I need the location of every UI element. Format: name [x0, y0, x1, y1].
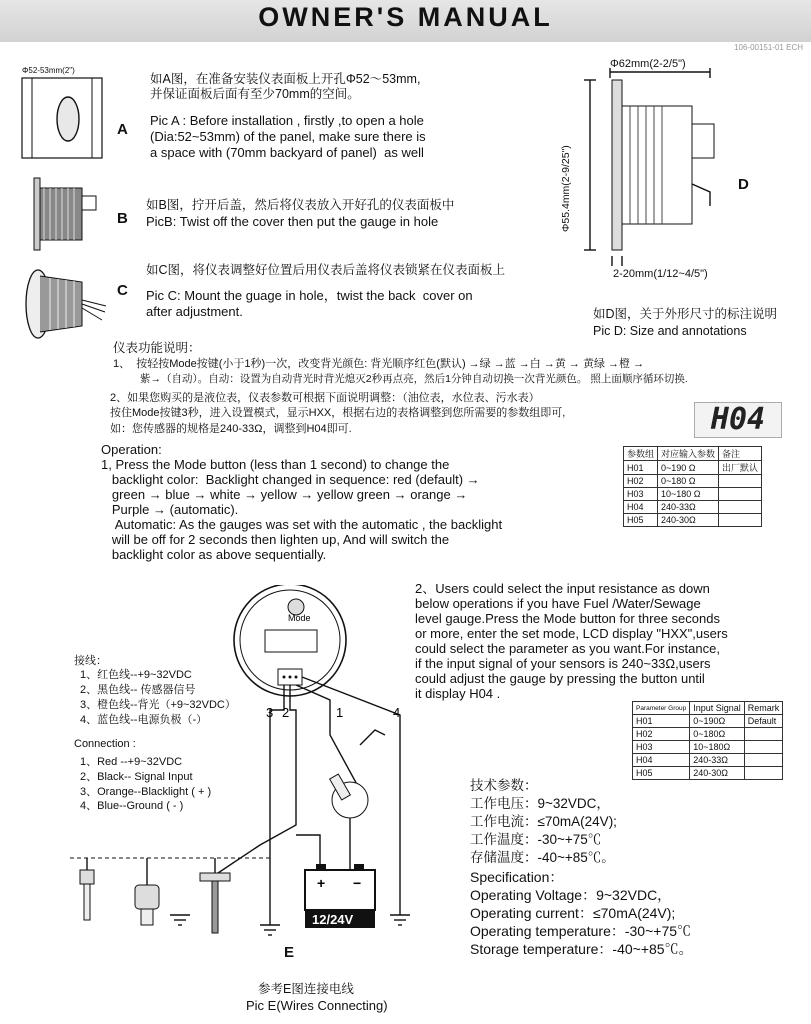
table-cell: H02 [624, 475, 658, 488]
wiring-item-cn: 1、红色线--+9~32VDC [80, 669, 192, 681]
table-row [633, 715, 783, 728]
pic-b-text-en: PicB: Twist off the cover then put the gauge in hole [146, 214, 439, 229]
functions-item2c-cn: 如：您传感器的规格是240-33Ω，调整到H04即可. [110, 423, 352, 435]
table-header-cell: Parameter Group [633, 702, 690, 715]
pic-a-panel-drawing [18, 74, 108, 164]
pic-a-text-en: Pic A : Before installation , firstly ,to open a hole (Dia:52~53mm) of the panel, make sure there is a space with (70mm backyard of panel) as well [150, 113, 426, 160]
document-code: 106-00151-01 ECH [734, 43, 803, 52]
pic-d-text-cn: 如D图，关于外形尺寸的标注说明 [593, 307, 778, 321]
table-row [633, 754, 783, 767]
wiring-diagram [60, 585, 420, 945]
functions-item2-cn: 2、如果您购买的是液位表，仪表参数可根据下面说明调整：（油位表，水位表、污水表） [110, 392, 540, 404]
spec-item-cn: 存储温度：-40~+85℃。 [470, 850, 615, 865]
table-row [624, 514, 762, 527]
pic-b-text-cn: 如B图，拧开后盖，然后将仪表放入开好孔的仪表面板中 [146, 198, 455, 212]
pic-d-text-en: Pic D: Size and annotations [593, 324, 747, 338]
table-header-cell: 参数组 [624, 447, 658, 461]
wiring-item-en: 2、Black-- Signal Input [80, 771, 193, 783]
table-header-row [633, 702, 783, 715]
table-cell: H03 [624, 488, 658, 501]
table-header-cell: 对应输入参数 [658, 447, 719, 461]
operation-body-en: 1, Press the Mode button (less than 1 second) to change the backlight color: Backlight changed in sequence: red (default) → green → blue → white → yellow → yellow green → orange → Purple → (automatic). Automatic: As the gauges was set with the automatic , the backlight will be off for 2 seconds then lighten up, And will switch the backlight color as above sequentially. [101, 457, 503, 562]
pic-c-text-en: Pic C: Mount the guage in hole，twist the back cover on after adjustment. [146, 288, 473, 319]
wiring-item-en: 4、Blue--Ground ( - ) [80, 800, 184, 812]
spec-item-cn: 工作电流：≤70mA(24V); [470, 814, 617, 829]
table-cell: 240-33Ω [690, 754, 745, 767]
table-cell: 0~180Ω [690, 728, 745, 741]
pressure-sensor-icon [135, 858, 159, 925]
table-cell: 0~190 Ω [658, 461, 719, 475]
svg-text:+: + [317, 875, 326, 891]
wiring-item-cn: 4、蓝色线--电源负极（-） [80, 714, 208, 726]
table-cell [719, 488, 762, 501]
spec-item-cn: 工作电压：9~32VDC， [470, 796, 610, 811]
svg-text:−: − [353, 875, 362, 891]
table-cell: 0~190Ω [690, 715, 745, 728]
pic-e-caption-en: Pic E(Wires Connecting) [246, 998, 388, 1013]
functions-title-cn: 仪表功能说明： [113, 341, 201, 355]
table-header-row [624, 447, 762, 461]
table-row [624, 461, 762, 475]
table-cell [744, 754, 783, 767]
pic-c-gauge-drawing [10, 262, 110, 347]
temperature-sensor-icon [80, 858, 94, 920]
table-cell: H03 [633, 741, 690, 754]
wire-number-4: 4 [393, 705, 401, 720]
table-cell [719, 475, 762, 488]
spec-item-en: Operating current：≤70mA(24V); [470, 905, 676, 921]
wiring-item-cn: 2、黑色线-- 传感器信号 [80, 684, 196, 696]
table-cell: H04 [633, 754, 690, 767]
table-cell: Default [744, 715, 783, 728]
pic-d-letter: D [738, 176, 749, 193]
functions-item2b-cn: 按住Mode按键3秒，进入设置模式，显示HXX，根据右边的表格调整到您所需要的参数组即可, [110, 407, 566, 419]
functions-item1-cn: 1、 按轻按Mode按键(小于1秒)一次，改变背光颜色: 背光顺序红色(默认) →绿 →蓝 →白 →黄 → 黄绿 →橙 → [113, 358, 645, 370]
mode-label: Mode [288, 613, 311, 623]
specs-title-en: Specification： [470, 869, 564, 885]
wiring-item-en: 3、Orange--Blacklight ( + ) [80, 786, 212, 798]
table-cell [744, 767, 783, 780]
table-cell: H01 [633, 715, 690, 728]
pic-a-letter: A [117, 121, 128, 138]
table-cell [719, 501, 762, 514]
pic-c-letter: C [117, 282, 128, 299]
spec-item-en: Operating Voltage：9~32VDC， [470, 887, 672, 903]
spec-item-en: Operating temperature：-30~+75℃ [470, 923, 692, 939]
functions-item1b-cn: 紫→（自动）。自动：设置为自动背光时背光熄灭2秒再点亮，然后1分钟自动切换一次背光颜色。 照上面顺序循环切换. [140, 373, 688, 385]
lcd-display: H04 [694, 402, 782, 438]
parameter-table-en [632, 701, 783, 780]
wiring-item-cn: 3、橙色线--背光（+9~32VDC） [80, 699, 236, 711]
table-cell: 240-30Ω [690, 767, 745, 780]
page-title: OWNER'S MANUAL [258, 2, 553, 32]
table-cell: H05 [624, 514, 658, 527]
table-cell: 240-33Ω [658, 501, 719, 514]
pic-e-letter: E [284, 944, 295, 961]
spec-item-en: Storage temperature：-40~+85℃。 [470, 941, 693, 957]
table-cell [744, 741, 783, 754]
spec-item-cn: 工作温度：-30~+75℃ [470, 832, 602, 847]
wiring-title-cn: 接线： [74, 655, 107, 667]
table-cell: 10~180 Ω [658, 488, 719, 501]
table-cell: H04 [624, 501, 658, 514]
table-row [633, 767, 783, 780]
wire-number-1: 1 [336, 705, 344, 720]
users-paragraph-en: 2、Users could select the input resistance as down below operations if you have Fuel /Water/Sewage level gauge.Press the Mode button for three seconds or more, enter the set mode, LCD display "HXX",users could select the parameter as you want.For instance, if the input signal of your sensors is 240~33Ω,users could adjust the gauge by pressing the button until it display H04 . [415, 581, 728, 701]
operation-title-en: Operation: [101, 442, 162, 457]
table-cell: 0~180 Ω [658, 475, 719, 488]
pic-e-caption-cn: 参考E图连接电线 [258, 982, 354, 996]
table-header-cell: Input Signal [690, 702, 745, 715]
pic-b-letter: B [117, 210, 128, 227]
table-row [633, 728, 783, 741]
pic-d-dim-side: Φ55.4mm(2-9/25") [560, 145, 572, 232]
pic-a-text-cn: 如A图，在准备安装仪表面板上开孔Φ52～53mm, 并保证面板后面有至少70mm的空间。 [150, 72, 421, 101]
table-row [624, 475, 762, 488]
pic-d-gauge-drawing [560, 66, 720, 271]
table-cell [719, 514, 762, 527]
specs-title-cn: 技术参数： [470, 778, 538, 793]
wiring-item-en: 1、Red --+9~32VDC [80, 756, 183, 768]
pic-c-text-cn: 如C图，将仪表调整好位置后用仪表后盖将仪表锁紧在仪表面板上 [146, 263, 506, 277]
table-cell: H05 [633, 767, 690, 780]
table-row [633, 741, 783, 754]
table-cell: 10~180Ω [690, 741, 745, 754]
table-cell: 240-30Ω [658, 514, 719, 527]
table-cell [744, 728, 783, 741]
table-header-cell: Remark [744, 702, 783, 715]
level-sensor-icon [200, 858, 230, 933]
wiring-title-en: Connection : [74, 738, 136, 750]
table-cell: H01 [624, 461, 658, 475]
table-header-cell: 备注 [719, 447, 762, 461]
ignition-switch-icon [330, 730, 385, 818]
wire-number-2: 2 [282, 705, 290, 720]
pic-d-dim-top: Φ62mm(2-2/5") [610, 58, 686, 70]
parameter-table-cn [623, 446, 762, 527]
pic-a-dimension: Φ52-53mm(2") [22, 66, 75, 75]
battery-label: 12/24V [312, 912, 354, 927]
pic-b-gauge-drawing [28, 170, 108, 260]
table-row [624, 501, 762, 514]
table-row [624, 488, 762, 501]
table-cell: 出厂默认 [719, 461, 762, 475]
table-cell: H02 [633, 728, 690, 741]
pic-d-dim-bottom: 2-20mm(1/12~4/5") [613, 268, 708, 280]
wire-number-3: 3 [266, 705, 274, 720]
